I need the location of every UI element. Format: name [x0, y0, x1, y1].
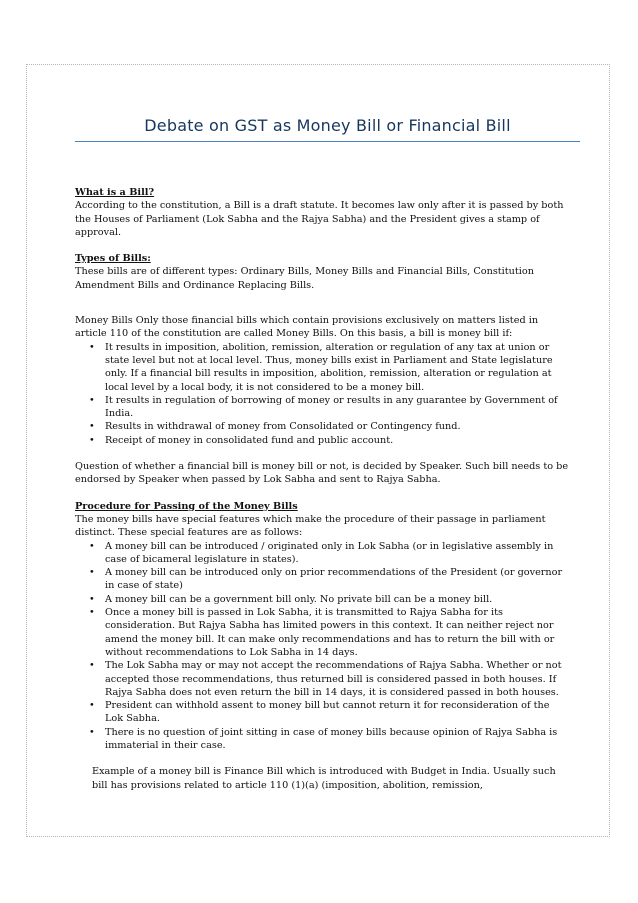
procedure-features-list — [75, 540, 570, 753]
finance-bill-example: Example of a money bill is Finance Bill which is introduced with Budget in India. Usually such bill has provisions related to article 110 (1)(a) (imposition, abolition, remission, — [92, 766, 556, 791]
document-title: Debate on GST as Money Bill or Financial Bill — [75, 108, 580, 142]
procedure-heading: Procedure for Passing of the Money Bills — [75, 500, 298, 512]
list-item: • There is no question of joint sitting in case of money bills because opinion of Rajya Sabha is immaterial in their case. — [105, 726, 570, 753]
document-page — [75, 108, 570, 792]
what-is-bill-heading: What is a Bill? — [75, 187, 155, 198]
list-item: • A money bill can be a government bill only. No private bill can be a money bill. — [105, 593, 570, 606]
list-item: • The Lok Sabha may or may not accept the recommendations of Rajya Sabha. Whether or not accepted those recommendations, thus returned bill is considered passed in both houses. If Rajya Sabha does not even return the bill in 14 days, it is considered passed in both houses. — [105, 659, 570, 699]
money-bill-criteria-list — [75, 341, 570, 447]
document-body — [75, 186, 570, 792]
list-item: • President can withhold assent to money bill but cannot return it for reconsideration of the Lok Sabha. — [105, 699, 570, 726]
what-is-bill-text: According to the constitution, a Bill is a draft statute. It becomes law only after it is passed by both the Houses of Parliament (Lok Sabha and the Rajya Sabha) and the President gives a stamp of approval. — [75, 200, 564, 238]
list-item: • Results in withdrawal of money from Consolidated or Contingency fund. — [105, 420, 570, 433]
list-item: • It results in regulation of borrowing of money or results in any guarantee by Government of India. — [105, 394, 570, 421]
types-of-bills-heading: Types of Bills: — [75, 253, 151, 265]
list-item: • Receipt of money in consolidated fund and public account. — [105, 434, 570, 447]
money-bills-intro: Money Bills Only those financial bills which contain provisions exclusively on matters listed in article 110 of the constitution are called Money Bills. On this basis, a bill is money bill if: — [75, 315, 539, 340]
list-item: • A money bill can be introduced / originated only in Lok Sabha (or in legislative assembly in case of bicameral legislature in states). — [105, 540, 570, 567]
list-item: • A money bill can be introduced only on prior recommendations of the President (or governor in case of state) — [105, 566, 570, 593]
speaker-decision-text: Question of whether a financial bill is money bill or not, is decided by Speaker. Such bill needs to be endorsed by Speaker when passed by Lok Sabha and sent to Rajya Sabha. — [75, 461, 569, 486]
procedure-text: The money bills have special features which make the procedure of their passage in parliament distinct. These special features are as follows: — [75, 513, 546, 539]
list-item: • Once a money bill is passed in Lok Sabha, it is transmitted to Rajya Sabha for its consideration. But Rajya Sabha has limited powers in this context. It can neither reject nor amend the money bill. It can make only recommendations and has to return the bill with or without recommendations to Lok Sabha in 14 days. — [105, 606, 570, 659]
types-of-bills-text: These bills are of different types: Ordinary Bills, Money Bills and Financial Bills, Constitution Amendment Bills and Ordinance Replacing Bills. — [75, 266, 534, 291]
list-item: • It results in imposition, abolition, remission, alteration or regulation of any tax at union or state level but not at local level. Thus, money bills exist in Parliament and State legislature only. If a financial bill results in imposition, abolition, remission, alteration or regulation at local level by a local body, it is not considered to be a money bill. — [105, 341, 570, 394]
